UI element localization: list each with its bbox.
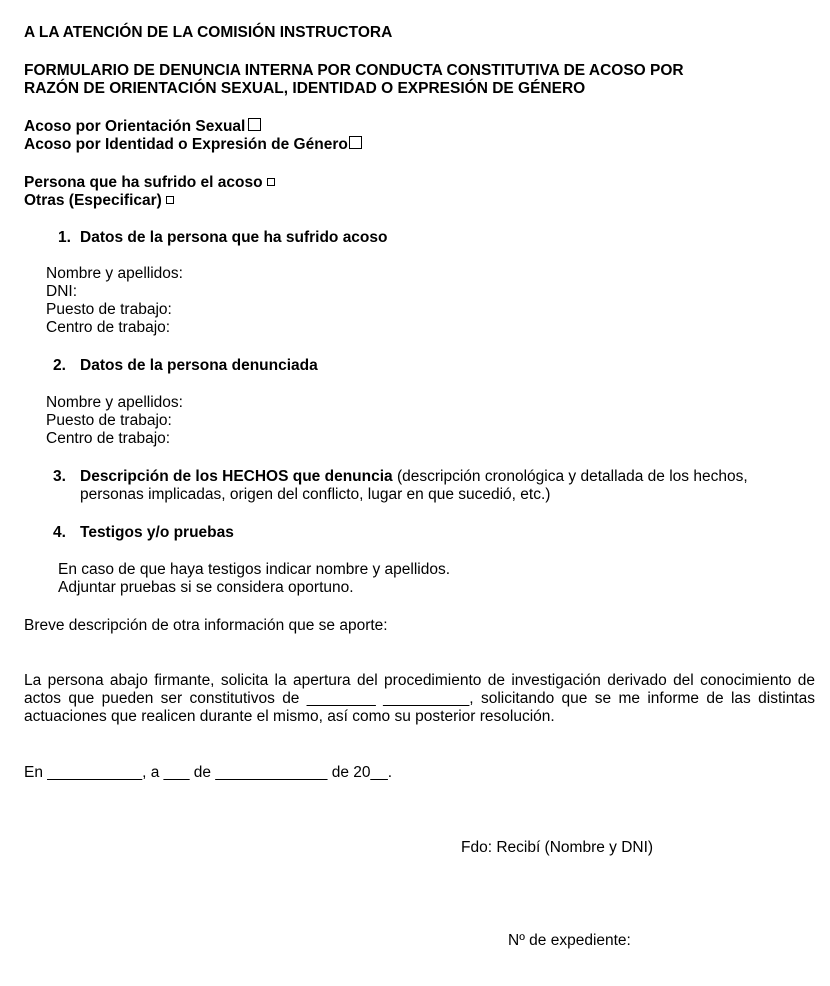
signature-label: Fdo: Recibí (Nombre y DNI) [461, 839, 654, 856]
addressee-heading: A LA ATENCIÓN DE LA COMISIÓN INSTRUCTORA [24, 24, 393, 41]
section-4-number: 4. [53, 524, 66, 541]
section-4-title: Testigos y/o pruebas [80, 524, 234, 541]
form-title-line2: RAZÓN DE ORIENTACIÓN SEXUAL, IDENTIDAD O EXPRESIÓN DE GÉNERO [24, 80, 586, 97]
option-identity: Acoso por Identidad o Expresión de Género [24, 136, 362, 154]
checkbox[interactable] [267, 178, 275, 186]
form-title-line1: FORMULARIO DE DENUNCIA INTERNA POR CONDUCTA CONSTITUTIVA DE ACOSO POR [24, 62, 684, 79]
file-number-label: Nº de expediente: [508, 932, 631, 949]
checkbox[interactable] [349, 136, 362, 149]
option-other: Otras (Especificar) [24, 192, 174, 210]
checkbox[interactable] [248, 118, 261, 131]
field-label: DNI: [46, 283, 77, 300]
field-label: Puesto de trabajo: [46, 301, 172, 318]
option-victim: Persona que ha sufrido el acoso [24, 174, 275, 192]
section-3-note: personas implicadas, origen del conflicto, lugar en que sucedió, etc.) [80, 486, 551, 503]
field-label: Centro de trabajo: [46, 430, 171, 447]
section-3-number: 3. [53, 468, 66, 485]
section-4-text: Adjuntar pruebas si se considera oportuno. [58, 579, 354, 596]
field-label: Nombre y apellidos: [46, 265, 183, 282]
section-1-title: Datos de la persona que ha sufrido acoso [80, 229, 388, 246]
section-3-heading: Descripción de los HECHOS que denuncia (descripción cronológica y detallada de los hechos, [80, 468, 748, 485]
section-2-title: Datos de la persona denunciada [80, 357, 318, 374]
field-label: Puesto de trabajo: [46, 412, 172, 429]
field-label: Centro de trabajo: [46, 319, 171, 336]
request-paragraph: La persona abajo firmante, solicita la apertura del procedimiento de investigación derivado del conocimiento de actos que pueden ser constitutivos de ________ __________, solicitando que se me informe de las distintas actuaciones que realicen durante el mismo, así como su posterior resolución. [24, 672, 815, 725]
field-label: Nombre y apellidos: [46, 394, 183, 411]
option-orientation: Acoso por Orientación Sexual [24, 118, 261, 136]
section-4-text: En caso de que haya testigos indicar nombre y apellidos. [58, 561, 451, 578]
section-2-number: 2. [53, 357, 66, 374]
checkbox[interactable] [166, 196, 174, 204]
other-info-label: Breve descripción de otra información que se aporte: [24, 617, 388, 634]
section-1-number: 1. [58, 229, 71, 246]
date-line: En ___________, a ___ de _____________ de 20__. [24, 764, 393, 781]
